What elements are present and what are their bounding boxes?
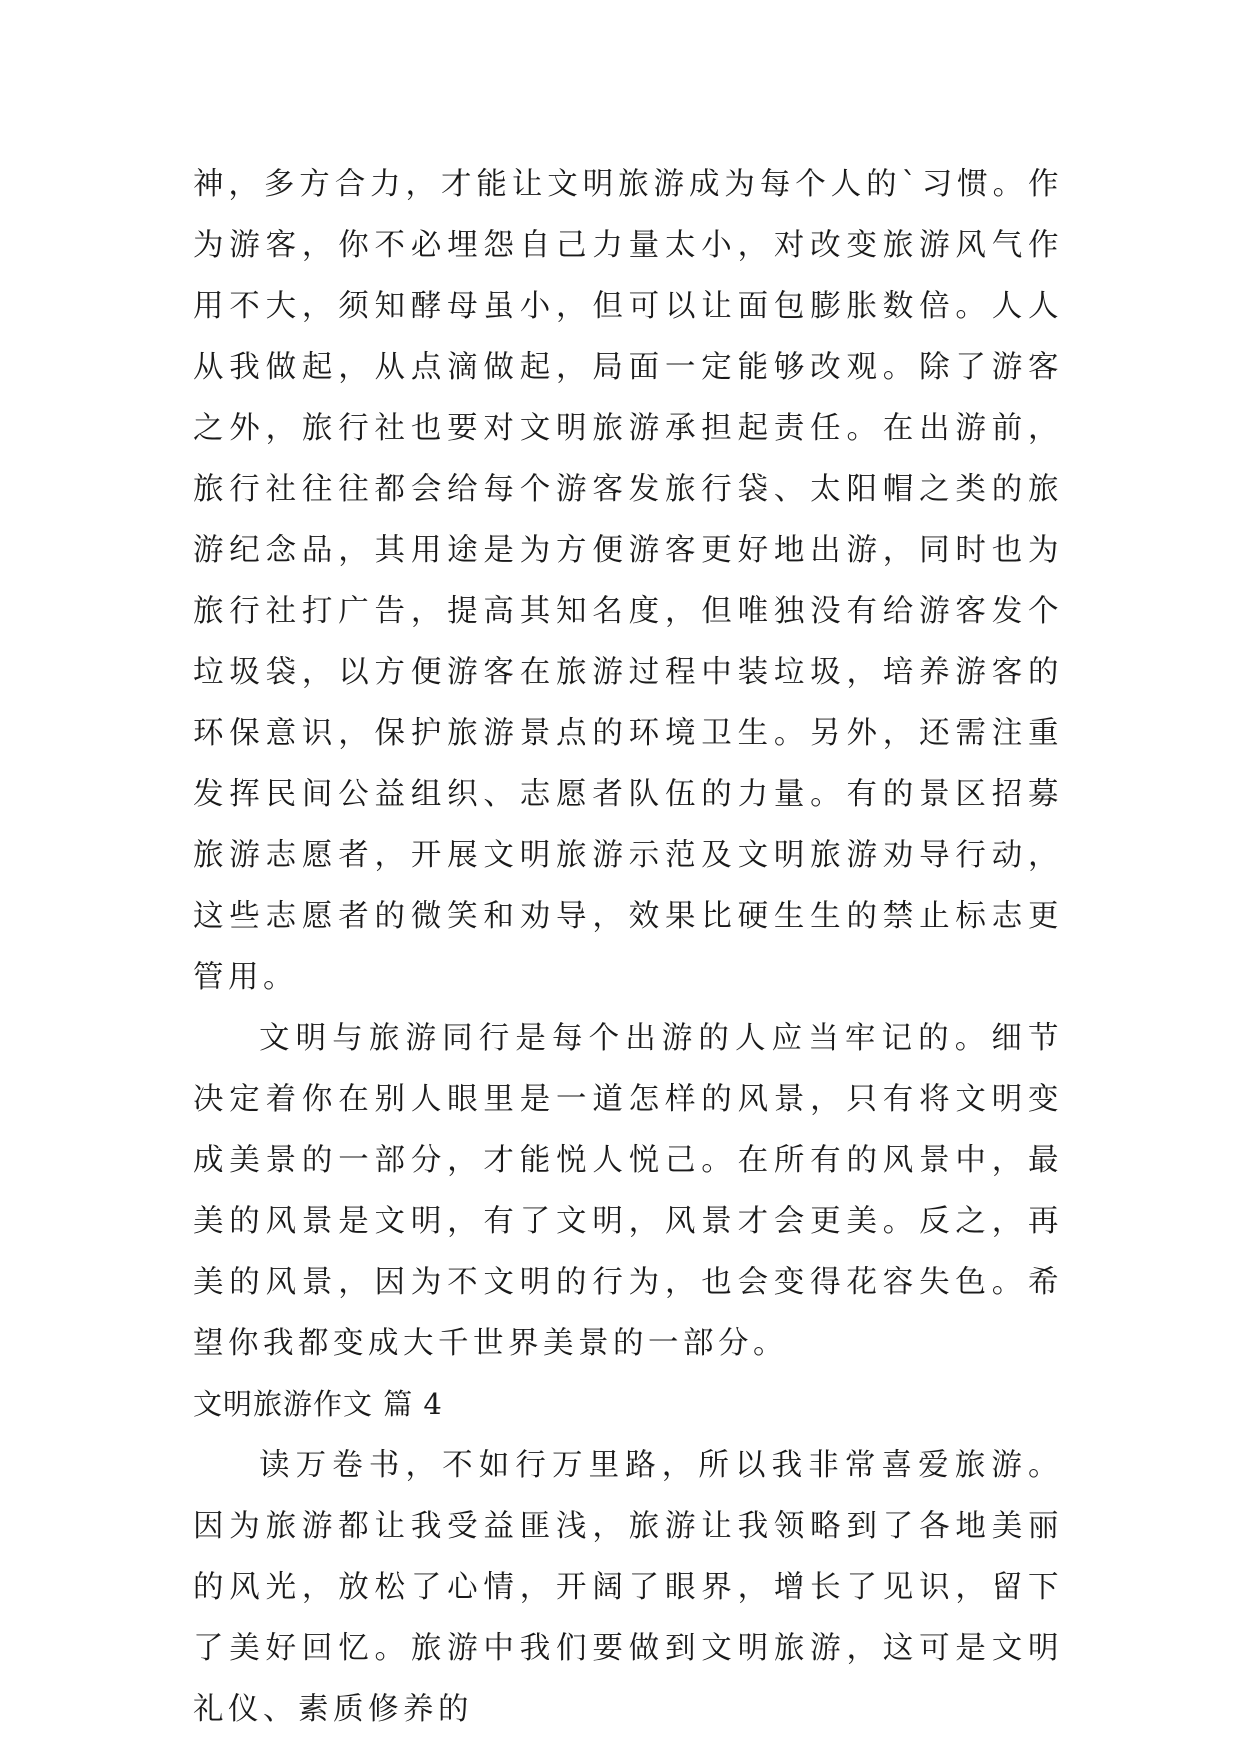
section-heading: 文明旅游作文 篇 4: [193, 1387, 443, 1421]
paragraph-civilization-and-scenery: 文明与旅游同行是每个出游的人应当牢记的。细节决定着你在别人眼里是一道怎样的风景，只有将文明变成美景的一部分，才能悦人悦己。在所有的风景中，最美的风景是文明，有了文明，风景才会更美。反之，再美的风景，因为不文明的行为，也会变得花容失色。希望你我都变成大千世界美景的一部分。: [193, 1021, 1063, 1361]
paragraph-travel-benefits: 读万卷书，不如行万里路，所以我非常喜爱旅游。因为旅游都让我受益匪浅，旅游让我领略到了各地美丽的风光，放松了心情，开阔了眼界，增长了见识，留下了美好回忆。旅游中我们要做到文明旅游，这可是文明礼仪、素质修养的: [193, 1448, 1063, 1727]
paragraph-civilized-tourism-responsibility: 神，多方合力，才能让文明旅游成为每个人的`习惯。作为游客，你不必埋怨自己力量太小，对改变旅游风气作用不大，须知酵母虽小，但可以让面包膨胀数倍。人人从我做起，从点滴做起，局面一定能够改观。除了游客之外，旅行社也要对文明旅游承担起责任。在出游前，旅行社往往都会给每个游客发旅行袋、太阳帽之类的旅游纪念品，其用途是为方便游客更好地出游，同时也为旅行社打广告，提高其知名度，但唯独没有给游客发个垃圾袋，以方便游客在旅游过程中装垃圾，培养游客的环保意识，保护旅游景点的环境卫生。另外，还需注重发挥民间公益组织、志愿者队伍的力量。有的景区招募旅游志愿者，开展文明旅游示范及文明旅游劝导行动，这些志愿者的微笑和劝导，效果比硬生生的禁止标志更管用。: [193, 167, 1063, 995]
document-body: [193, 154, 1063, 1740]
